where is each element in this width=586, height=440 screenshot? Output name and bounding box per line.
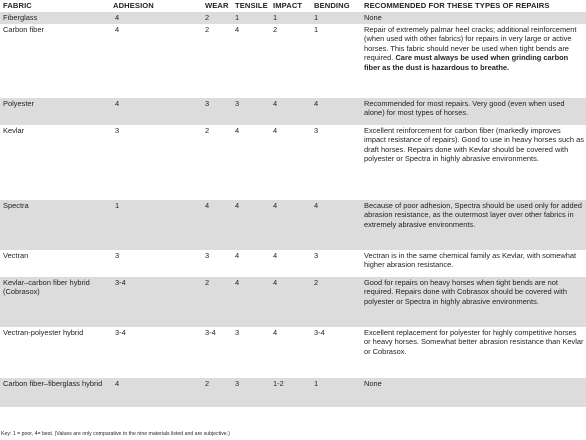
cell-recommended bbox=[361, 24, 586, 98]
cell-adhesion: 4 bbox=[112, 98, 202, 125]
cell-recommended: Excellent reinforcement for carbon fiber (markedly improves impact resistance of repairs). Good to use in heavy horses such as draft horses. Repairs done with Kevlar should be covered with polyester or Spectra in highly abrasive environments. bbox=[361, 125, 586, 200]
cell-recommended: None bbox=[361, 378, 586, 407]
cell-fabric: Fiberglass bbox=[0, 12, 112, 24]
cell-wear: 2 bbox=[202, 378, 232, 407]
table-row bbox=[0, 378, 586, 407]
table-header-row bbox=[0, 0, 586, 12]
table-row bbox=[0, 98, 586, 125]
header-recommended: RECOMMENDED FOR THESE TYPES OF REPAIRS bbox=[361, 0, 586, 12]
cell-wear: 2 bbox=[202, 125, 232, 200]
header-impact: IMPACT bbox=[270, 0, 311, 12]
table-row bbox=[0, 327, 586, 378]
cell-adhesion: 4 bbox=[112, 24, 202, 98]
cell-fabric: Polyester bbox=[0, 98, 112, 125]
cell-bending: 4 bbox=[311, 200, 361, 250]
table-row bbox=[0, 277, 586, 327]
cell-bending: 3 bbox=[311, 250, 361, 277]
cell-bending: 2 bbox=[311, 277, 361, 327]
header-fabric: FABRIC bbox=[0, 0, 112, 12]
header-adhesion: ADHESION bbox=[112, 0, 202, 12]
cell-adhesion: 3 bbox=[112, 125, 202, 200]
cell-impact: 1 bbox=[270, 12, 311, 24]
cell-adhesion: 3-4 bbox=[112, 327, 202, 378]
table-footnote: Key: 1 = poor, 4= best. (Values are only comparative to the nine materials listed and are subjective.) bbox=[1, 431, 230, 437]
cell-recommended: Because of poor adhesion, Spectra should be used only for added abrasion resistance, as the outermost layer over other fabrics in extremely abrasive environments. bbox=[361, 200, 586, 250]
cell-impact: 1-2 bbox=[270, 378, 311, 407]
header-bending: BENDING bbox=[311, 0, 361, 12]
cell-wear: 2 bbox=[202, 24, 232, 98]
table-row bbox=[0, 12, 586, 24]
cell-tensile: 4 bbox=[232, 277, 270, 327]
table-row bbox=[0, 200, 586, 250]
cell-impact: 4 bbox=[270, 98, 311, 125]
cell-tensile: 3 bbox=[232, 378, 270, 407]
cell-tensile: 1 bbox=[232, 12, 270, 24]
recommended-text: Repair of extremely palmar heel cracks; additional reinforcement (when used with other fabrics) for repairs in very large or active horses. This fabric should never be used when tight bends are required. bbox=[364, 24, 577, 63]
table-row bbox=[0, 250, 586, 277]
cell-impact: 4 bbox=[270, 327, 311, 378]
cell-tensile: 4 bbox=[232, 250, 270, 277]
cell-fabric: Kevlar–carbon fiber hybrid (Cobrasox) bbox=[0, 277, 112, 327]
cell-wear: 4 bbox=[202, 200, 232, 250]
cell-tensile: 3 bbox=[232, 98, 270, 125]
cell-adhesion: 3 bbox=[112, 250, 202, 277]
cell-bending: 1 bbox=[311, 378, 361, 407]
cell-recommended: Vectran is in the same chemical family as Kevlar, with somewhat higher abrasion resistance. bbox=[361, 250, 586, 277]
cell-bending: 4 bbox=[311, 98, 361, 125]
cell-wear: 2 bbox=[202, 277, 232, 327]
cell-fabric: Kevlar bbox=[0, 125, 112, 200]
cell-recommended: None bbox=[361, 12, 586, 24]
cell-tensile: 4 bbox=[232, 125, 270, 200]
cell-adhesion: 1 bbox=[112, 200, 202, 250]
recommended-warning: Care must always be used when grinding carbon fiber as the dust is hazardous to breathe. bbox=[364, 53, 569, 72]
cell-adhesion: 4 bbox=[112, 378, 202, 407]
cell-bending: 1 bbox=[311, 12, 361, 24]
cell-fabric: Vectran-polyester hybrid bbox=[0, 327, 112, 378]
cell-adhesion: 3-4 bbox=[112, 277, 202, 327]
cell-bending: 3 bbox=[311, 125, 361, 200]
header-tensile: TENSILE bbox=[232, 0, 270, 12]
cell-fabric: Vectran bbox=[0, 250, 112, 277]
cell-recommended: Excellent replacement for polyester for highly competitive horses or heavy horses. Somewhat better abrasion resistance than Kevlar or Cobrasox. bbox=[361, 327, 586, 378]
cell-recommended: Good for repairs on heavy horses when tight bends are not required. Repairs done with Cobrasox should be covered with polyester or Spectra in highly abrasive environments. bbox=[361, 277, 586, 327]
cell-impact: 2 bbox=[270, 24, 311, 98]
cell-adhesion: 4 bbox=[112, 12, 202, 24]
cell-fabric: Carbon fiber bbox=[0, 24, 112, 98]
cell-impact: 4 bbox=[270, 200, 311, 250]
cell-wear: 2 bbox=[202, 12, 232, 24]
cell-recommended: Recommended for most repairs. Very good (even when used alone) for most types of horses. bbox=[361, 98, 586, 125]
cell-wear: 3-4 bbox=[202, 327, 232, 378]
cell-bending: 3-4 bbox=[311, 327, 361, 378]
cell-bending: 1 bbox=[311, 24, 361, 98]
table-row bbox=[0, 125, 586, 200]
cell-wear: 3 bbox=[202, 98, 232, 125]
cell-wear: 3 bbox=[202, 250, 232, 277]
cell-tensile: 3 bbox=[232, 327, 270, 378]
cell-tensile: 4 bbox=[232, 24, 270, 98]
cell-tensile: 4 bbox=[232, 200, 270, 250]
cell-impact: 4 bbox=[270, 277, 311, 327]
table-row bbox=[0, 24, 586, 98]
cell-impact: 4 bbox=[270, 250, 311, 277]
cell-fabric: Carbon fiber–fiberglass hybrid bbox=[0, 378, 112, 407]
header-wear: WEAR bbox=[202, 0, 232, 12]
cell-impact: 4 bbox=[270, 125, 311, 200]
cell-fabric: Spectra bbox=[0, 200, 112, 250]
